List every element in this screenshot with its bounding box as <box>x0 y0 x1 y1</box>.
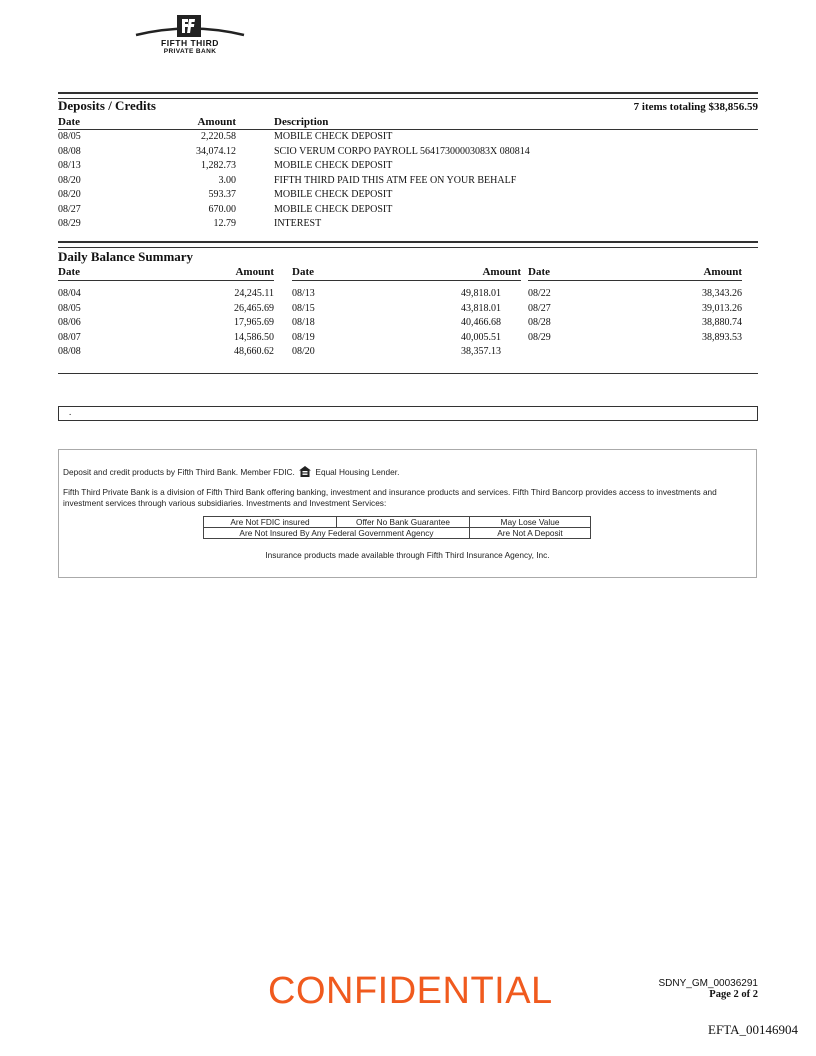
section-rule <box>58 373 758 374</box>
deposits-header-row <box>58 116 758 130</box>
table-row <box>58 146 758 160</box>
balance-header <box>292 266 521 281</box>
balance-header-date: Date <box>58 266 80 278</box>
balance-amount: 43,818.01 <box>461 303 501 314</box>
table-row <box>528 332 742 346</box>
bates-number: SDNY_GM_00036291 <box>658 978 758 989</box>
balance-column-2 <box>292 266 521 366</box>
deposit-description: MOBILE CHECK DEPOSIT <box>274 160 393 171</box>
balance-date: 08/22 <box>528 288 551 299</box>
table-row <box>528 303 742 317</box>
logo-text-private-bank: PRIVATE BANK <box>163 48 217 55</box>
deposit-description: MOBILE CHECK DEPOSIT <box>274 131 393 142</box>
disclosure-fdic-text: Deposit and credit products by Fifth Third Bank. Member FDIC. <box>63 467 295 477</box>
balance-header-amount: Amount <box>235 266 274 278</box>
equal-housing-icon <box>299 466 311 477</box>
balance-date: 08/15 <box>292 303 315 314</box>
disclaimer-not-deposit: Are Not A Deposit <box>470 528 591 539</box>
balance-amount: 38,880.74 <box>702 317 742 328</box>
balance-amount: 40,005.51 <box>461 332 501 343</box>
balance-amount: 26,465.69 <box>234 303 274 314</box>
balance-amount: 38,893.53 <box>702 332 742 343</box>
daily-balance-title: Daily Balance Summary <box>58 249 194 264</box>
deposit-description: SCIO VERUM CORPO PAYROLL 56417300003083X 080814 <box>274 146 530 157</box>
deposit-date: 08/13 <box>58 160 81 171</box>
table-row <box>58 175 758 189</box>
fifth-third-logo-icon <box>130 12 250 40</box>
balance-date: 08/06 <box>58 317 81 328</box>
investment-disclaimer-table <box>203 516 591 539</box>
deposit-amount: 593.37 <box>208 189 236 200</box>
balance-date: 08/20 <box>292 346 315 357</box>
deposit-amount: 670.00 <box>208 204 236 215</box>
deposit-description: INTEREST <box>274 218 322 229</box>
deposit-date: 08/20 <box>58 189 81 200</box>
deposit-date: 08/08 <box>58 146 81 157</box>
deposits-summary: 7 items totaling $38,856.59 <box>633 101 758 113</box>
balance-amount: 17,965.69 <box>234 317 274 328</box>
table-row <box>58 317 274 331</box>
balance-amount: 38,343.26 <box>702 288 742 299</box>
deposits-title: Deposits / Credits <box>58 98 156 113</box>
balance-amount: 38,357.13 <box>461 346 501 357</box>
disclosure-insurance-text: Insurance products made available through Fifth Third Insurance Agency, Inc. <box>265 550 550 560</box>
table-row <box>58 303 274 317</box>
disclosure-investment-text: Fifth Third Private Bank is a division of Fifth Third Bank offering banking, investment and insurance products and services. Fifth Third Bancorp provides access to investments and investment services through various subsidiaries. Investments and Investment Services: <box>63 487 717 508</box>
deposits-header-amount: Amount <box>197 116 236 128</box>
table-row <box>528 317 742 331</box>
deposits-header-description: Description <box>274 116 329 128</box>
disclosure-fdic-line <box>63 466 399 477</box>
balance-date: 08/08 <box>58 346 81 357</box>
table-row <box>58 288 274 302</box>
deposit-amount: 12.79 <box>213 218 236 229</box>
table-row <box>58 218 758 232</box>
deposit-date: 08/29 <box>58 218 81 229</box>
balance-date: 08/07 <box>58 332 81 343</box>
balance-header <box>58 266 274 281</box>
deposits-header-date: Date <box>58 116 80 128</box>
table-row <box>58 204 758 218</box>
disclaimer-not-insured-agency: Are Not Insured By Any Federal Government Agency <box>204 528 470 539</box>
page-number: Page 2 of 2 <box>709 989 758 1000</box>
deposit-description: MOBILE CHECK DEPOSIT <box>274 204 393 215</box>
balance-amount: 24,245.11 <box>234 288 274 299</box>
section-rule <box>58 241 758 248</box>
balance-header-amount: Amount <box>703 266 742 278</box>
balance-header-amount: Amount <box>482 266 521 278</box>
table-row <box>292 303 501 317</box>
disclosure-box <box>58 449 757 578</box>
efta-number: EFTA_00146904 <box>708 1022 798 1037</box>
daily-balance-table <box>58 266 758 366</box>
balance-amount: 40,466.68 <box>461 317 501 328</box>
balance-date: 08/05 <box>58 303 81 314</box>
confidential-stamp: CONFIDENTIAL <box>268 970 553 1012</box>
table-row <box>292 288 501 302</box>
balance-amount: 39,013.26 <box>702 303 742 314</box>
balance-amount: 48,660.62 <box>234 346 274 357</box>
balance-date: 08/13 <box>292 288 315 299</box>
table-row <box>58 160 758 174</box>
balance-date: 08/28 <box>528 317 551 328</box>
bank-logo <box>130 12 250 60</box>
deposit-description: FIFTH THIRD PAID THIS ATM FEE ON YOUR BEHALF <box>274 175 517 186</box>
table-row <box>292 346 501 360</box>
table-row <box>58 189 758 203</box>
deposit-date: 08/27 <box>58 204 81 215</box>
balance-date: 08/18 <box>292 317 315 328</box>
deposit-amount: 1,282.73 <box>201 160 236 171</box>
note-box <box>58 406 758 421</box>
deposit-date: 08/05 <box>58 131 81 142</box>
balance-date: 08/19 <box>292 332 315 343</box>
table-row <box>528 288 742 302</box>
disclaimer-not-fdic: Are Not FDIC insured <box>204 517 337 528</box>
logo-text-fifth-third: FIFTH THIRD <box>161 38 219 48</box>
balance-header-date: Date <box>528 266 550 278</box>
table-row <box>292 332 501 346</box>
balance-amount: 49,818.01 <box>461 288 501 299</box>
balance-column-3 <box>528 266 742 366</box>
deposit-amount: 34,074.12 <box>196 146 236 157</box>
section-rule <box>58 92 758 99</box>
balance-header-date: Date <box>292 266 314 278</box>
note-text: . <box>69 407 72 417</box>
disclaimer-no-guarantee: Offer No Bank Guarantee <box>337 517 470 528</box>
table-row <box>292 317 501 331</box>
balance-header <box>528 266 742 281</box>
deposit-amount: 3.00 <box>218 175 236 186</box>
balance-amount: 14,586.50 <box>234 332 274 343</box>
table-row <box>58 346 274 360</box>
deposit-description: MOBILE CHECK DEPOSIT <box>274 189 393 200</box>
table-row <box>58 131 758 145</box>
disclosure-ehl-text: Equal Housing Lender. <box>315 467 400 477</box>
disclaimer-may-lose: May Lose Value <box>470 517 591 528</box>
table-row <box>58 332 274 346</box>
balance-date: 08/29 <box>528 332 551 343</box>
balance-column-1 <box>58 266 274 366</box>
balance-date: 08/27 <box>528 303 551 314</box>
deposit-amount: 2,220.58 <box>201 131 236 142</box>
balance-date: 08/04 <box>58 288 81 299</box>
deposit-date: 08/20 <box>58 175 81 186</box>
